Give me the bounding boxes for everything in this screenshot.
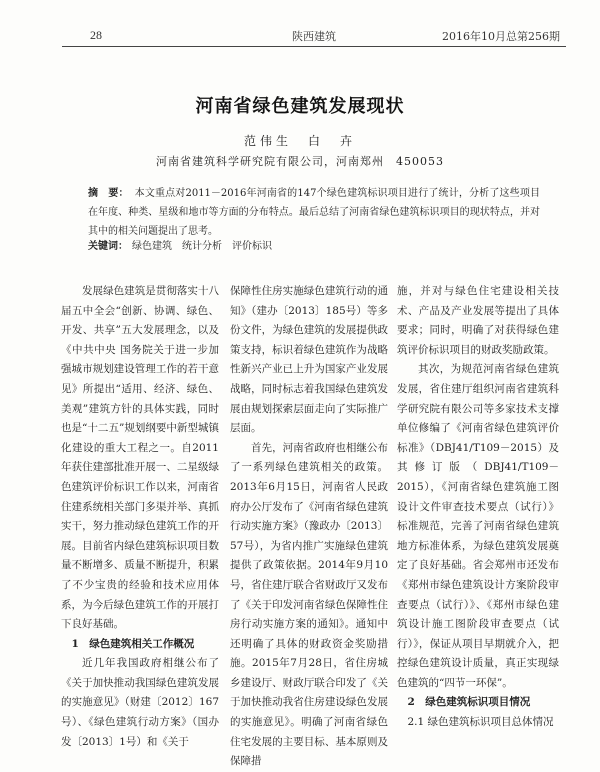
issue-info: 2016年10月总第256期 [442,30,560,43]
affiliation: 河南省建筑科学研究院有限公司，河南郑州 450053 [156,155,444,168]
abstract-text: 本文重点对2011－2016年河南省的147个绿色建筑标识项目进行了统计，分析了这些项目在年度、种类、星级和地市等方面的分布特点。最后总结了河南省绿色建筑标识项目的现状特点，并对其中的相关问题提出了思考。 [88,188,540,237]
abstract-label: 摘 要： [88,188,129,199]
keywords-label: 关键词： [88,241,128,252]
paper-title: 河南省绿色建筑发展现状 [195,96,405,117]
paragraph: 发展绿色建筑是贯彻落实十八届五中全会“创新、协调、绿色、开发、共享”五大发展理念，以及《中共中央 国务院关于进一步加强城市规划建设管理工作的若干意见》所提出“适用、经济、绿色、美观”建筑方针的具体实践，同时也是“十二五”规划纲要中新型城镇化建设的重大工程之一。自2011年获住建部批准开展一、二星级绿色建筑评价标识工作以来，河南省住建系统相关部门多渠并举、真抓实干，努力推动绿色建筑工作的开展。目前省内绿色建筑标识项目数量不断增多、质量不断提升，积累了不少宝贵的经验和技术应用体系，为今后绿色建筑工作的开展打下良好基础。 [61,285,219,631]
journal-name: 陕西建筑 [292,30,336,43]
keywords [88,239,540,255]
subsection-heading-2-1: 2.1 绿色建筑标识项目总体情况 [407,716,554,729]
paragraph: 施，并对与绿色住宅建设相关技术、产品及产业发展等提出了具体要求；同时，明确了对获得绿色建筑评价标识项目的财政奖励政策。 [397,285,559,356]
authors: 范伟生 白 卉 [243,134,356,148]
body-column-2 [230,282,388,772]
page-number: 28 [90,28,102,42]
section-heading-1: 1 绿色建筑相关工作概况 [71,637,195,650]
abstract [88,184,540,241]
running-header [62,26,566,44]
paragraph: 其次，为规范河南省绿色建筑发展，省住建厅组织河南省建筑科学研究院有限公司等多家技术支撑单位修编了《河南省绿色建筑评价标准》（DBJ41/T109－2015）及其修订版（DBJ41/T109－2015），《河南省绿色建筑施工图设计文件审查技术要点（试行）》标准规范，完善了河南省绿色建筑地方标准体系，为绿色建筑发展奠定了良好基础。省会郑州市还发布《郑州市绿色建筑设计方案阶段审查要点（试行）》、《郑州市绿色建筑设计施工图阶段审查要点（试行）》，保证从项目早期就介入，把控绿色建筑设计质量，真正实现绿色建筑的“四节一环保”。 [397,363,559,689]
body-column-1 [61,282,219,752]
body-column-3 [397,282,559,733]
paragraph: 保障性住房实施绿色建筑行动的通知》（建办〔2013〕185号）等多份文件，为绿色建筑的发展提供政策支持，标识着绿色建筑作为战略性新兴产业已上升为国家产业发展战略，同时标志着我国绿色建筑发展由规划探索层面走向了实际推广层面。 [230,285,388,435]
keywords-text: 绿色建筑 统计分析 评价标识 [132,241,272,252]
paragraph: 首先，河南省政府也相继公布了一系列绿色建筑相关的政策。2013年6月15日，河南省人民政府办公厅发布了《河南省绿色建筑行动实施方案》（豫政办〔2013〕57号），为省内推广实施绿色建筑提供了政策依据。2014年9月10号，省住建厅联合省财政厅又发布了《关于印发河南省绿色保障性住房行动实施方案的通知》。通知中还明确了具体的财政资金奖励措施。2015年7月28日，省住房城乡建设厅、财政厅联合印发了《关于加快推动我省住房建设绿色发展的实施意见》。明确了河南省绿色住宅发展的主要目标、基本原则及保障措 [230,441,388,768]
paragraph: 近几年我国政府相继公布了《关于加快推动我国绿色建筑发展的实施意见》（财建〔2012〕167号）、《绿色建筑行动方案》（国办发〔2013〕1号）和《关于 [61,657,219,748]
header-rule [62,46,566,47]
section-heading-2: 2 绿色建筑标识项目情况 [407,696,531,709]
